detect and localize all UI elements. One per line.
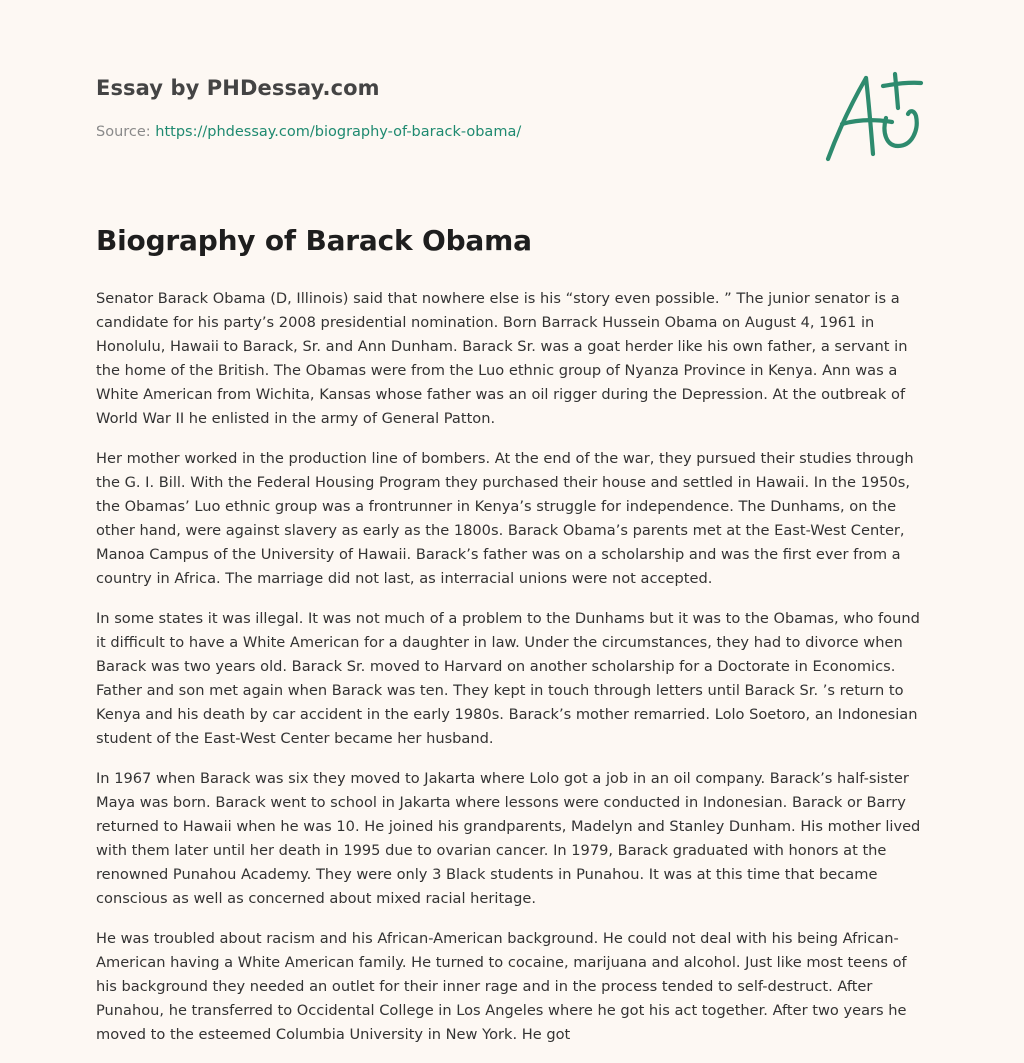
source-link[interactable]: https://phdessay.com/biography-of-barack-obama/	[155, 124, 522, 140]
essay-paragraph: Senator Barack Obama (D, Illinois) said that nowhere else is his “story even possible. ” The junior senator is a candidate for his party’s 2008 presidential nomination. Born Barrack Hussein Obama on August 4, 1961 in Honolulu, Hawaii to Barack, Sr. and Ann Dunham. Barack Sr. was a goat herder like his own father, a servant in the home of the British. The Obamas were from the Luo ethnic group of Nyanza Province in Kenya. Ann was a White American from Wichita, Kansas whose father was an oil rigger during the Depression. At the outbreak of World War II he enlisted in the army of General Patton.	[96, 290, 908, 427]
essay-paragraph: Her mother worked in the production line of bombers. At the end of the war, they pursued their studies through the G. I. Bill. With the Federal Housing Program they purchased their house and settled in Hawaii. In the 1950s, the Obamas’ Luo ethnic group was a frontrunner in Kenya’s struggle for independence. The Dunhams, on the other hand, were against slavery as early as the 1800s. Barack Obama’s parents met at the East-West Center, Manoa Campus of the University of Hawaii. Barack’s father was on a scholarship and was the first ever from a country in Africa. The marriage did not last, as interracial unions were not accepted.	[96, 450, 914, 587]
essay-body	[96, 287, 930, 1063]
source-line	[96, 124, 521, 140]
essay-paragraph: In some states it was illegal. It was not much of a problem to the Dunhams but it was to the Obamas, who found it difficult to have a White American for a daughter in law. Under the circumstances, they had to divorce when Barack was two years old. Barack Sr. moved to Harvard on another scholarship for a Doctorate in Economics. Father and son met again when Barack was ten. They kept in touch through letters until Barack Sr. ’s return to Kenya and his death by car accident in the early 1980s. Barack’s mother remarried. Lolo Soetoro, an Indonesian student of the East-West Center became her husband.	[96, 610, 920, 747]
source-label: Source:	[96, 124, 156, 140]
essay-paragraph: He was troubled about racism and his African-American background. He could not deal with his being African-American having a White American family. He turned to cocaine, marijuana and alcohol. Just like most teens of his background they needed an outlet for their inner rage and in the process tended to self-destruct. After Punahou, he transferred to Occidental College in Los Angeles where he got his act together. After two years he moved to the esteemed Columbia University in New York. He got	[96, 930, 907, 1043]
essay-title: Biography of Barack Obama	[96, 224, 532, 257]
site-brand: Essay by PHDessay.com	[96, 76, 380, 100]
essay-paragraph: In 1967 when Barack was six they moved to Jakarta where Lolo got a job in an oil company. Barack’s half-sister Maya was born. Barack went to school in Jakarta where lessons were conducted in Indonesian. Barack or Barry returned to Hawaii when he was 10. He joined his grandparents, Madelyn and Stanley Dunham. His mother lived with them later until her death in 1995 due to ovarian cancer. In 1979, Barack graduated with honors at the renowned Punahou Academy. They were only 3 Black students in Punahou. It was at this time that became conscious as well as concerned about mixed racial heritage.	[96, 770, 921, 907]
a-plus-grade-logo-icon	[822, 66, 926, 166]
